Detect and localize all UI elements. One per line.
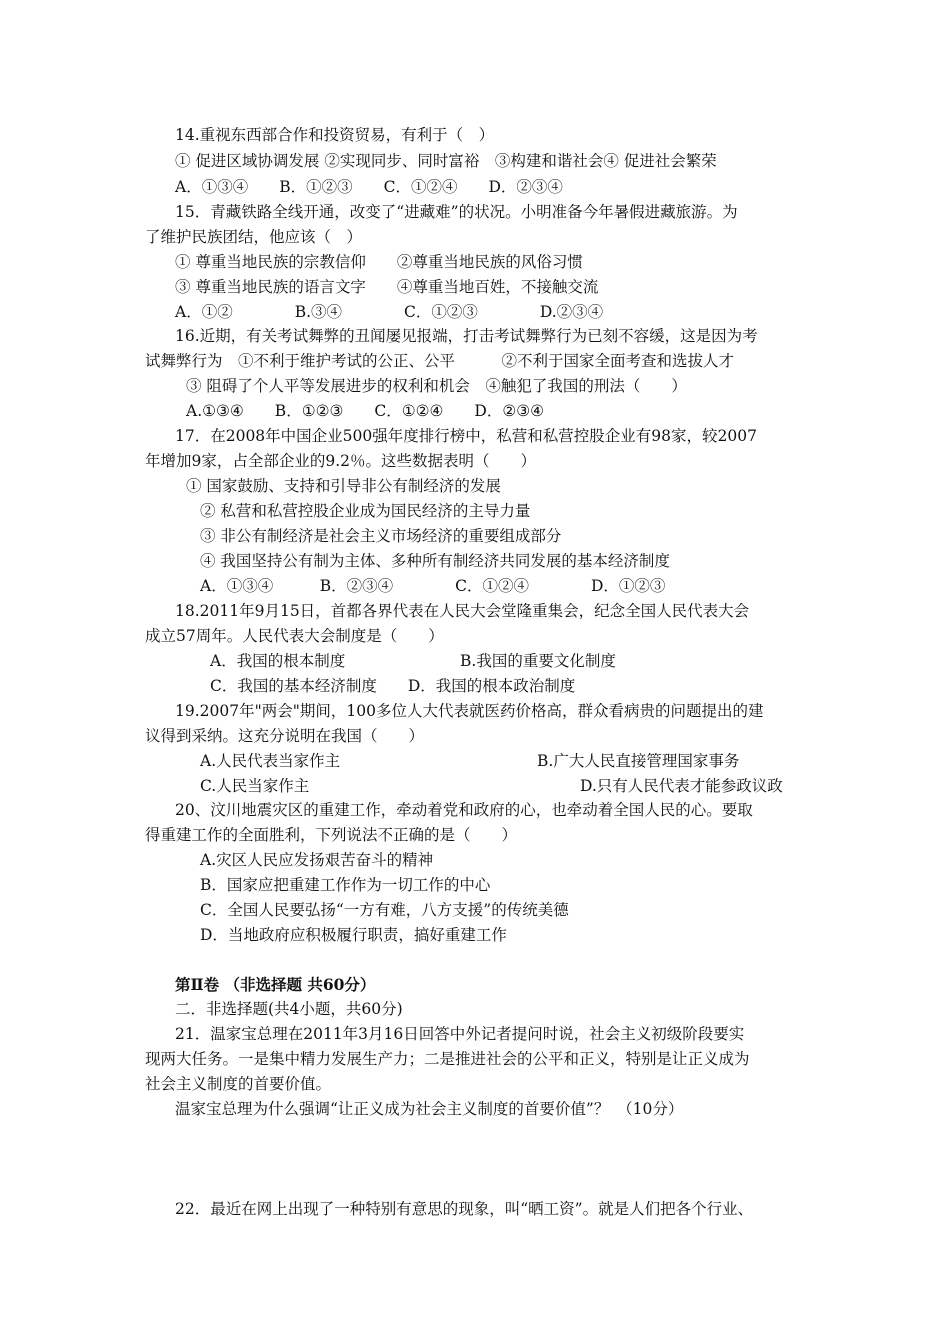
q20-option-b: B．国家应把重建工作作为一切工作的中心 [200, 876, 491, 894]
q14-stem: 14.重视东西部合作和投资贸易，有利于（ ） [175, 126, 495, 144]
q16-stem-line1: 16.近期，有关考试舞弊的丑闻屡见报端，打击考试舞弊行为已刻不容缓，这是因为考 [175, 327, 758, 345]
q19-option-a: A.人民代表当家作主 [200, 752, 341, 770]
q20-option-a: A.灾区人民应发扬艰苦奋斗的精神 [200, 851, 434, 869]
q17-item-4: ④ 我国坚持公有制为主体、多种所有制经济共同发展的基本经济制度 [200, 552, 670, 570]
q18-stem-line1: 18.2011年9月15日，首都各界代表在人民大会堂隆重集会，纪念全国人民代表大会 [175, 602, 750, 620]
q17-item-3: ③ 非公有制经济是社会主义市场经济的重要组成部分 [200, 527, 562, 545]
q17-item-1: ① 国家鼓励、支持和引导非公有制经济的发展 [186, 477, 501, 495]
q22-stem-line1: 22．最近在网上出现了一种特别有意思的现象，叫“晒工资”。就是人们把各个行业、 [175, 1200, 754, 1218]
q19-option-b: B.广大人民直接管理国家事务 [537, 752, 740, 770]
q15-items-line2: ③ 尊重当地民族的语言文字 ④尊重当地百姓，不接触交流 [175, 278, 599, 296]
q19-stem-line2: 议得到采纳。这充分说明在我国（ ） [145, 727, 425, 745]
q14-options: A．①③④ B．①②③ C．①②④ D．②③④ [175, 178, 563, 196]
q17-stem-line1: 17．在2008年中国企业500强年度排行榜中，私营和私营控股企业有98家，较2007 [175, 427, 757, 445]
q21-stem-line1: 21．温家宝总理在2011年3月16日回答中外记者提问时说，社会主义初级阶段要实 [175, 1025, 745, 1043]
q18-options-cd: C．我国的基本经济制度 D．我国的根本政治制度 [210, 677, 576, 695]
q18-option-a: A．我国的根本制度 [210, 652, 346, 670]
section2-title: 第Ⅱ卷 （非选择题 共60分） [175, 975, 376, 994]
q17-stem-line2: 年增加9家，占全部企业的9.2％。这些数据表明（ ） [145, 452, 537, 470]
q19-option-c: C.人民当家作主 [200, 777, 310, 795]
q21-stem-line3: 社会主义制度的首要价值。 [145, 1075, 332, 1093]
q15-stem-line2: 了维护民族团结，他应该（ ） [145, 228, 363, 246]
section2-subtitle: 二．非选择题(共4小题，共60分) [175, 1000, 403, 1018]
q19-stem-line1: 19.2007年"两会"期间，100多位人大代表就医药价格高，群众看病贵的问题提出的建 [175, 702, 764, 720]
q18-option-b: B.我国的重要文化制度 [460, 652, 616, 670]
q16-items: ③ 阻碍了个人平等发展进步的权利和机会 ④触犯了我国的刑法（ ） [186, 377, 687, 395]
q20-stem-line2: 得重建工作的全面胜利，下列说法不正确的是（ ） [145, 826, 518, 844]
q17-item-2: ② 私营和私营控股企业成为国民经济的主导力量 [200, 502, 531, 520]
q15-items-line1: ① 尊重当地民族的宗教信仰 ②尊重当地民族的风俗习惯 [175, 253, 583, 271]
q18-stem-line2: 成立57周年。人民代表大会制度是（ ） [145, 627, 444, 645]
q20-option-d: D．当地政府应积极履行职责，搞好重建工作 [200, 926, 507, 944]
q17-options: A．①③④ B．②③④ C．①②④ D．①②③ [200, 577, 666, 595]
q16-stem-line2: 试舞弊行为 ①不利于维护考试的公正、公平 ②不利于国家全面考查和选拔人才 [145, 352, 735, 370]
q20-stem-line1: 20、汶川地震灾区的重建工作，牵动着党和政府的心，也牵动着全国人民的心。要取 [175, 801, 753, 819]
q14-items: ① 促进区域协调发展 ②实现同步、同时富裕 ③构建和谐社会④ 促进社会繁荣 [175, 152, 717, 170]
q20-option-c: C．全国人民要弘扬“一方有难，八方支援”的传统美德 [200, 901, 569, 919]
q15-stem-line1: 15．青藏铁路全线开通，改变了“进藏难”的状况。小明准备今年暑假进藏旅游。为 [175, 203, 738, 221]
q21-stem-line2: 现两大任务。一是集中精力发展生产力；二是推进社会的公平和正义，特别是让正义成为 [145, 1050, 750, 1068]
q15-options: A．①② B.③④ C．①②③ D.②③④ [175, 303, 604, 321]
q21-question: 温家宝总理为什么强调“让正义成为社会主义制度的首要价值”？ （10分） [175, 1100, 684, 1118]
q16-options: A.①③④ B．①②③ C．①②④ D．②③④ [186, 402, 545, 420]
q19-option-d: D.只有人民代表才能参政议政 [580, 777, 783, 795]
